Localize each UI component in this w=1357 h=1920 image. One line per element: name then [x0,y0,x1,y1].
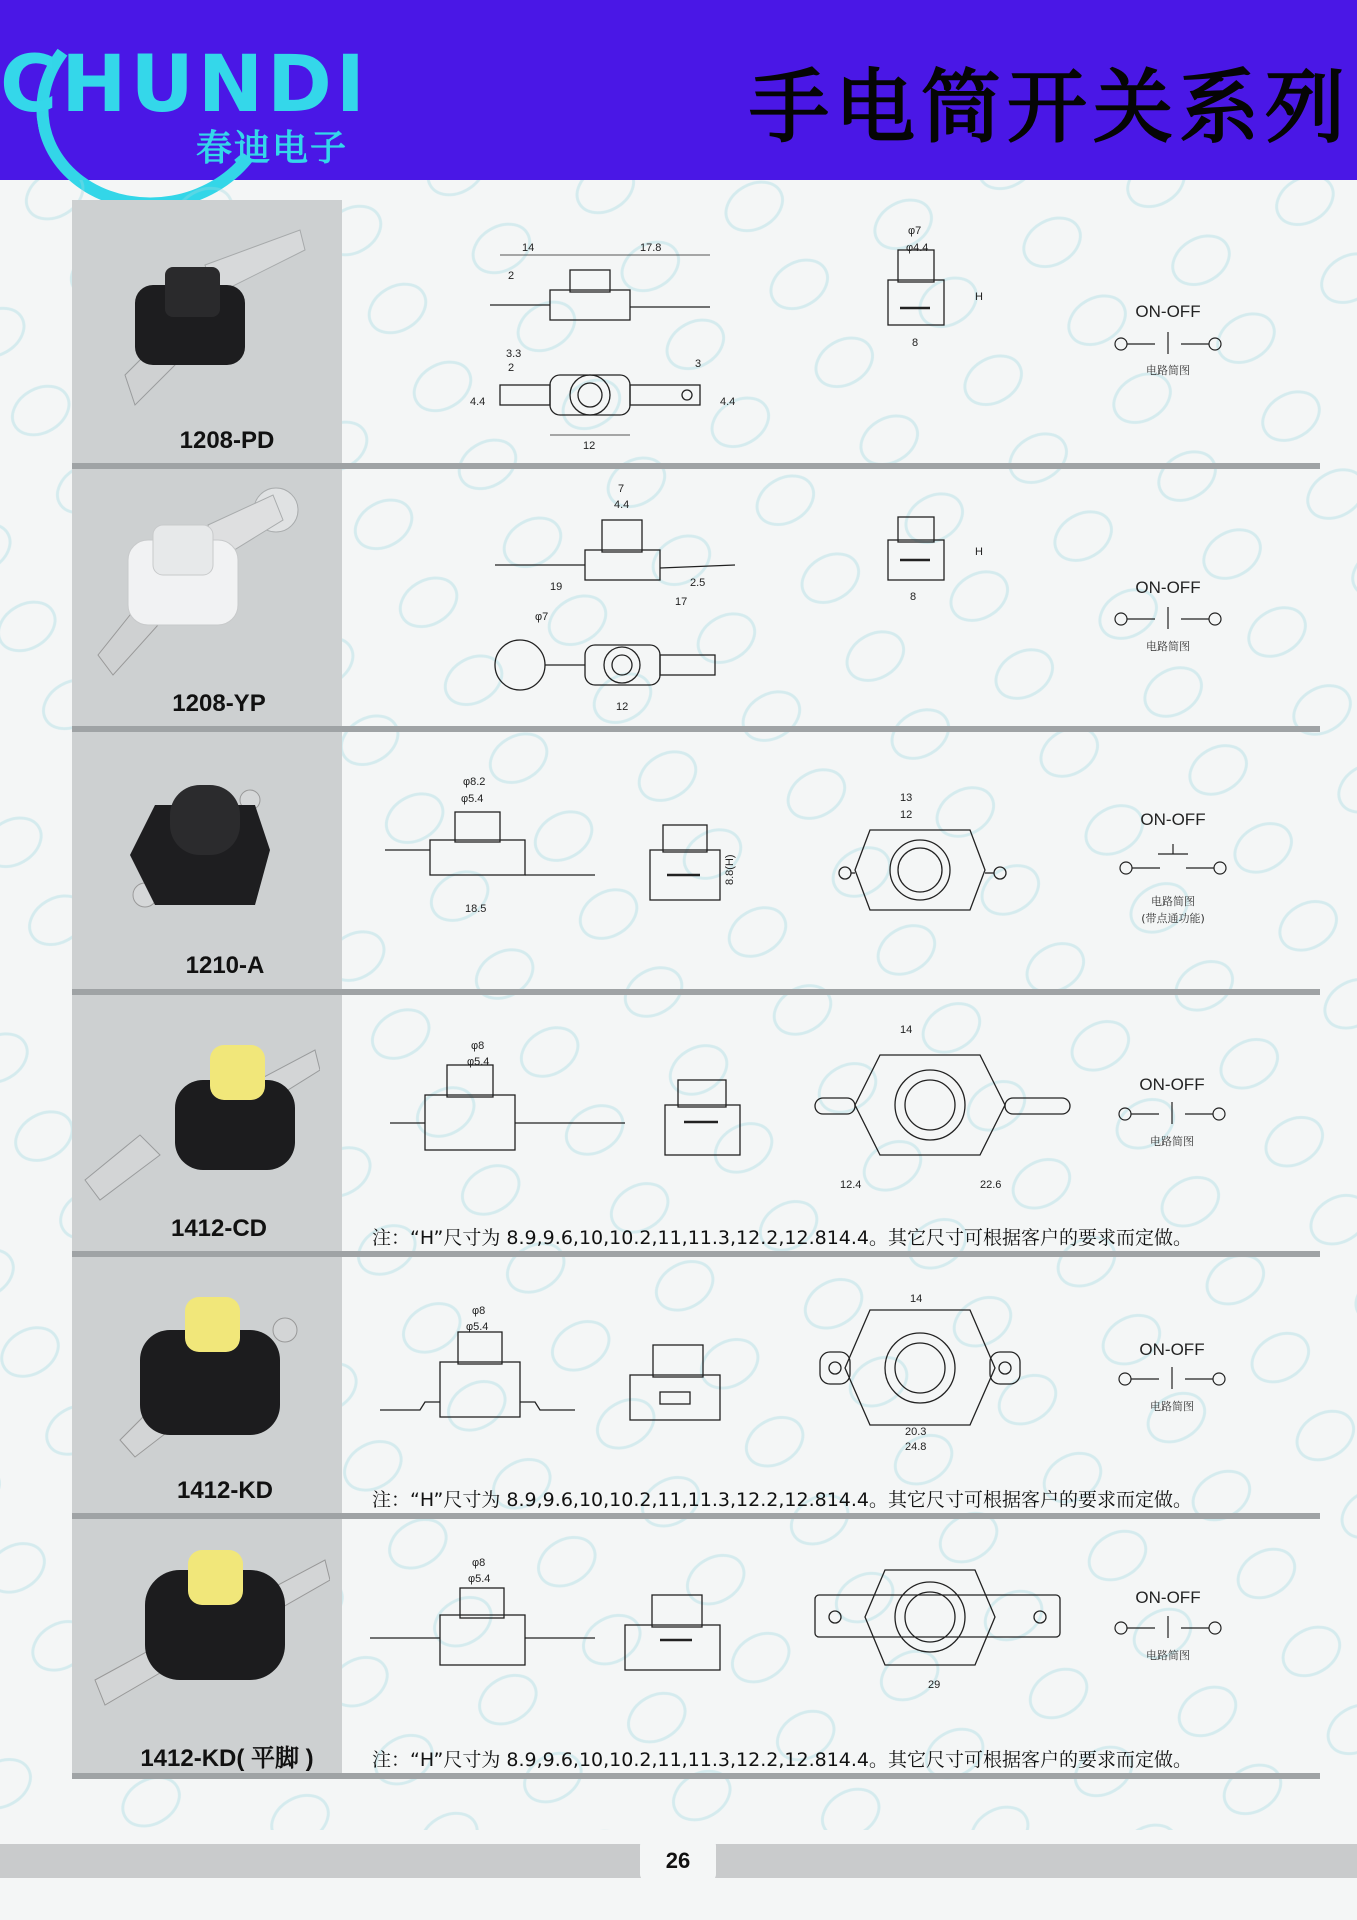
svg-text:4.4: 4.4 [470,396,486,408]
row-separator [72,726,1320,732]
svg-text:7: 7 [618,483,625,495]
side-view-1208-pd [880,220,1000,355]
svg-text:18.5: 18.5 [465,903,487,915]
svg-text:2.5: 2.5 [690,577,706,589]
dimension-drawing-1412-kd-flat-front [370,1550,600,1690]
top-view-1210-a [830,785,1050,925]
side-view-1210-a [645,815,765,925]
switch-photo-1208-pd [95,225,315,420]
page-number: 26 [665,1848,691,1873]
switch-photo-1412-kd [110,1285,320,1460]
top-view-1412-kd [815,1290,1060,1460]
svg-text:φ8: φ8 [472,1557,486,1569]
logo-chinese-name: 春迪电子 [196,128,349,169]
logo-text: CHUNDI [0,40,369,130]
dimension-note: 注：“H”尺寸为 8.9,9.6,10,10.2,11,11.3,12.2,12.814.4。其它尺寸可根据客户的要求而定做。 [372,1749,1193,1771]
circuit-symbol-icon [1113,605,1223,635]
svg-text:4.4: 4.4 [614,499,630,511]
circuit-symbol-icon [1118,840,1228,880]
svg-text:8: 8 [910,591,917,603]
side-view-1412-kd-flat [620,1585,770,1685]
model-name: 1208-PD [179,427,275,454]
switch-photo-1208-yp [88,485,318,680]
switch-photo-1412-cd [80,1025,320,1205]
row-separator [72,1513,1320,1519]
svg-text:φ7: φ7 [908,225,922,237]
dimension-drawing-1412-kd-front [380,1300,580,1440]
svg-text:14: 14 [900,1024,913,1036]
svg-text:8: 8 [912,337,919,349]
dimension-drawing-1208-pd [470,235,760,455]
svg-text:2: 2 [508,362,515,374]
svg-text:24.8: 24.8 [905,1441,927,1453]
switch-type-label: ON-OFF [1139,1340,1205,1359]
switch-type-label: ON-OFF [1135,302,1201,321]
dimension-drawing-1208-yp [490,480,770,715]
svg-text:3: 3 [695,358,702,370]
model-name: 1412-CD [170,1215,268,1242]
svg-text:20.3: 20.3 [905,1426,927,1438]
svg-text:29: 29 [928,1679,941,1691]
page-header [0,0,1357,180]
page-title: 手电筒开关系列 [749,61,1351,154]
circuit-symbol-icon [1113,330,1223,360]
circuit-label: 电路简图 [1150,1135,1194,1148]
switch-type-label: ON-OFF [1135,578,1201,597]
top-view-1412-cd [810,1020,1100,1200]
svg-text:14: 14 [910,1293,923,1305]
circuit-label: 电路简图 [1151,895,1195,908]
switch-type-label: ON-OFF [1135,1588,1201,1607]
switch-type-label: ON-OFF [1140,810,1206,829]
circuit-sublabel: (带点通功能) [1141,912,1205,925]
model-name: 1412-KD( 平脚 ) [140,1745,314,1772]
circuit-label: 电路简图 [1150,1400,1194,1413]
switch-photo-1412-kd-flat [90,1540,330,1710]
svg-text:12: 12 [900,809,913,821]
svg-text:φ8: φ8 [471,1040,485,1052]
svg-text:φ5.4: φ5.4 [467,1056,490,1068]
switch-type-label: ON-OFF [1139,1075,1205,1094]
svg-text:22.6: 22.6 [980,1179,1002,1191]
svg-text:17: 17 [675,596,688,608]
model-name: 1208-YP [172,690,266,717]
side-view-1208-yp [880,505,1000,605]
svg-text:H: H [975,291,983,303]
circuit-label: 电路简图 [1146,640,1190,653]
dimension-note: 注：“H”尺寸为 8.9,9.6,10,10.2,11,11.3,12.2,12.814.4。其它尺寸可根据客户的要求而定做。 [372,1489,1193,1511]
svg-text:3.3: 3.3 [506,348,522,360]
circuit-symbol-icon [1117,1100,1227,1130]
row-separator [72,1773,1320,1779]
svg-text:14: 14 [522,242,535,254]
row-separator [72,463,1320,469]
svg-text:φ7: φ7 [535,611,549,623]
svg-text:φ5.4: φ5.4 [468,1573,491,1585]
circuit-symbol-icon [1113,1614,1223,1644]
switch-photo-1210-a [110,765,310,935]
dimension-drawing-1210-a-front [385,770,605,930]
svg-text:4.4: 4.4 [720,396,736,408]
circuit-label: 电路简图 [1146,364,1190,377]
svg-text:φ8: φ8 [472,1305,486,1317]
svg-text:12: 12 [583,440,596,452]
svg-text:H: H [975,546,983,558]
svg-text:φ5.4: φ5.4 [466,1321,489,1333]
svg-text:12: 12 [616,701,629,713]
svg-text:8.8(H): 8.8(H) [724,854,736,885]
model-name: 1412-KD [176,1477,274,1504]
dimension-note: 注：“H”尺寸为 8.9,9.6,10,10.2,11,11.3,12.2,12.814.4。其它尺寸可根据客户的要求而定做。 [372,1227,1193,1249]
dimension-drawing-1412-cd-front [385,1035,635,1160]
top-view-1412-kd-flat [810,1555,1070,1705]
row-separator [72,1251,1320,1257]
side-view-1412-kd [625,1335,775,1435]
circuit-label: 电路简图 [1146,1649,1190,1662]
svg-text:13: 13 [900,792,913,804]
svg-text:19: 19 [550,581,563,593]
circuit-symbol-icon [1117,1365,1227,1395]
svg-text:φ8.2: φ8.2 [463,776,486,788]
svg-text:12.4: 12.4 [840,1179,862,1191]
svg-text:φ4.4: φ4.4 [906,242,929,254]
row-separator [72,989,1320,995]
svg-text:2: 2 [508,270,515,282]
svg-text:φ5.4: φ5.4 [461,793,484,805]
model-name: 1210-A [185,952,265,979]
svg-text:17.8: 17.8 [640,242,662,254]
side-view-1412-cd [660,1070,790,1170]
